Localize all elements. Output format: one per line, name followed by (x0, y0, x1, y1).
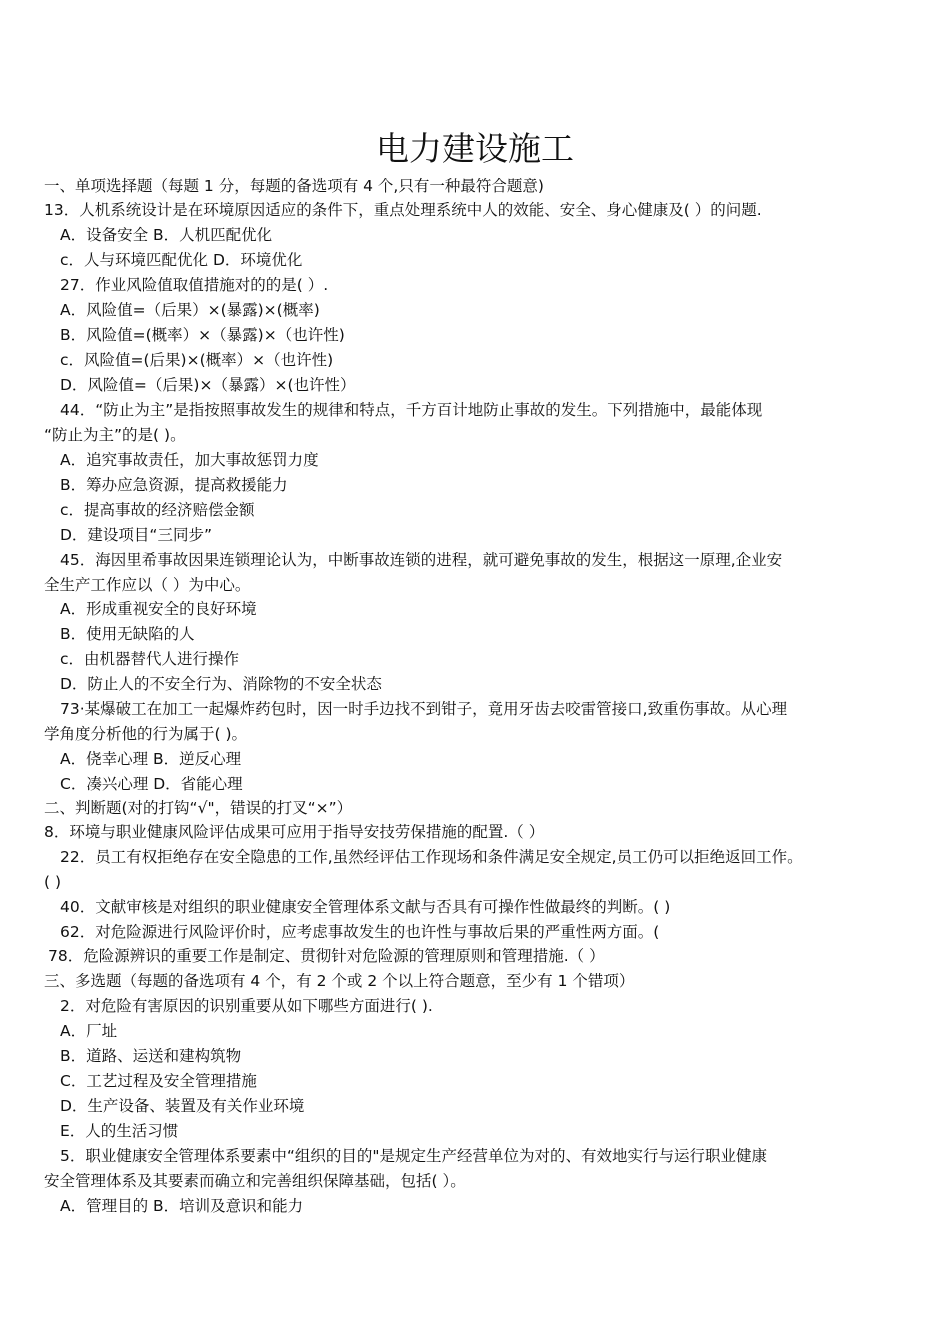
text-line: D．建设项目“三同步” (60, 526, 212, 544)
text-line: A．追究事故责任，加大事故惩罚力度 (60, 451, 319, 469)
text-line: A．形成重视安全的良好环境 (60, 600, 257, 618)
text-line: 40．文献审核是对组织的职业健康安全管理体系文献与否具有可操作性做最终的判断。( ) (60, 898, 671, 916)
text-line: A．风险值=（后果）×(暴露)×(概率) (60, 301, 320, 319)
text-line: D．防止人的不安全行为、消除物的不安全状态 (60, 675, 382, 693)
text-line: B．风险值=(概率）×（暴露)×（也许性) (60, 326, 345, 344)
text-line: 13．人机系统设计是在环境原因适应的条件下，重点处理系统中人的效能、安全、身心健康及( ）的问题. (44, 201, 762, 219)
text-line: A．设备安全 B．人机匹配优化 (60, 226, 273, 244)
text-line: A．侥幸心理 B．逆反心理 (60, 750, 242, 768)
text-line: 8．环境与职业健康风险评估成果可应用于指导安技劳保措施的配置.（ ） (44, 823, 545, 841)
text-line: C．工艺过程及安全管理措施 (60, 1072, 257, 1090)
text-line: 62．对危险源进行风险评价时，应考虑事故发生的也许性与事故后果的严重性两方面。( (60, 923, 660, 941)
text-line: 5．职业健康安全管理体系要素中“组织的目的"是规定生产经营单位为对的、有效地实行与运行职业健康 (60, 1147, 768, 1165)
text-line: D．生产设备、装置及有关作业环境 (60, 1097, 305, 1115)
text-line: B．筹办应急资源，提高救援能力 (60, 476, 288, 494)
text-line: 22．员工有权拒绝存在安全隐患的工作,虽然经评估工作现场和条件满足安全规定,员工仍可以拒绝返回工作。 (60, 848, 803, 866)
text-line: 一、单项选择题（每题 1 分，每题的备选项有 4 个,只有一种最符合题意) (44, 177, 544, 195)
text-line: E．人的生活习惯 (60, 1122, 179, 1140)
text-line: 2．对危险有害原因的识别重要从如下哪些方面进行( ). (60, 997, 433, 1015)
text-line: 78．危险源辨识的重要工作是制定、贯彻针对危险源的管理原则和管理措施.（ ） (48, 947, 605, 965)
text-line: 三、多选题（每题的备选项有 4 个，有 2 个或 2 个以上符合题意，至少有 1 个错项） (44, 972, 635, 990)
text-line: A．厂址 (60, 1022, 118, 1040)
text-line: 73·某爆破工在加工一起爆炸药包时，因一时手边找不到钳子，竟用牙齿去咬雷管接口,致重伤事故。从心理 (60, 700, 788, 718)
text-line: c．风险值=(后果)×(概率）×（也许性) (60, 351, 334, 369)
page-title: 电力建设施工 (376, 129, 574, 168)
text-line: 45．海因里希事故因果连锁理论认为，中断事故连锁的进程，就可避免事故的发生，根据这一原理,企业安 (60, 551, 783, 569)
text-line: ( ) (44, 873, 62, 891)
text-line: D．风险值=（后果)×（暴露）×(也许性） (60, 376, 356, 394)
text-line: C．凑兴心理 D．省能心理 (60, 775, 243, 793)
text-line: 学角度分析他的行为属于( )。 (44, 725, 248, 743)
text-line: “防止为主”的是( )。 (44, 426, 186, 444)
text-line: B．道路、运送和建构筑物 (60, 1047, 242, 1065)
text-line: A．管理目的 B．培训及意识和能力 (60, 1197, 304, 1215)
text-line: 27．作业风险值取值措施对的的是( ）. (60, 276, 329, 294)
text-line: 全生产工作应以（ ）为中心。 (44, 576, 251, 594)
text-line: B．使用无缺陷的人 (60, 625, 195, 643)
text-line: 44．“防止为主”是指按照事故发生的规律和特点，千方百计地防止事故的发生。下列措施中，最能体现 (60, 401, 763, 419)
text-line: c．由机器替代人进行操作 (60, 650, 240, 668)
text-line: c．人与环境匹配优化 D．环境优化 (60, 251, 303, 269)
text-line: 安全管理体系及其要素而确立和完善组织保障基础，包括( ）。 (44, 1172, 466, 1190)
text-line: c．提高事故的经济赔偿金额 (60, 501, 255, 519)
text-line: 二、判断题(对的打钩“√"，错误的打叉“×”） (44, 799, 353, 817)
